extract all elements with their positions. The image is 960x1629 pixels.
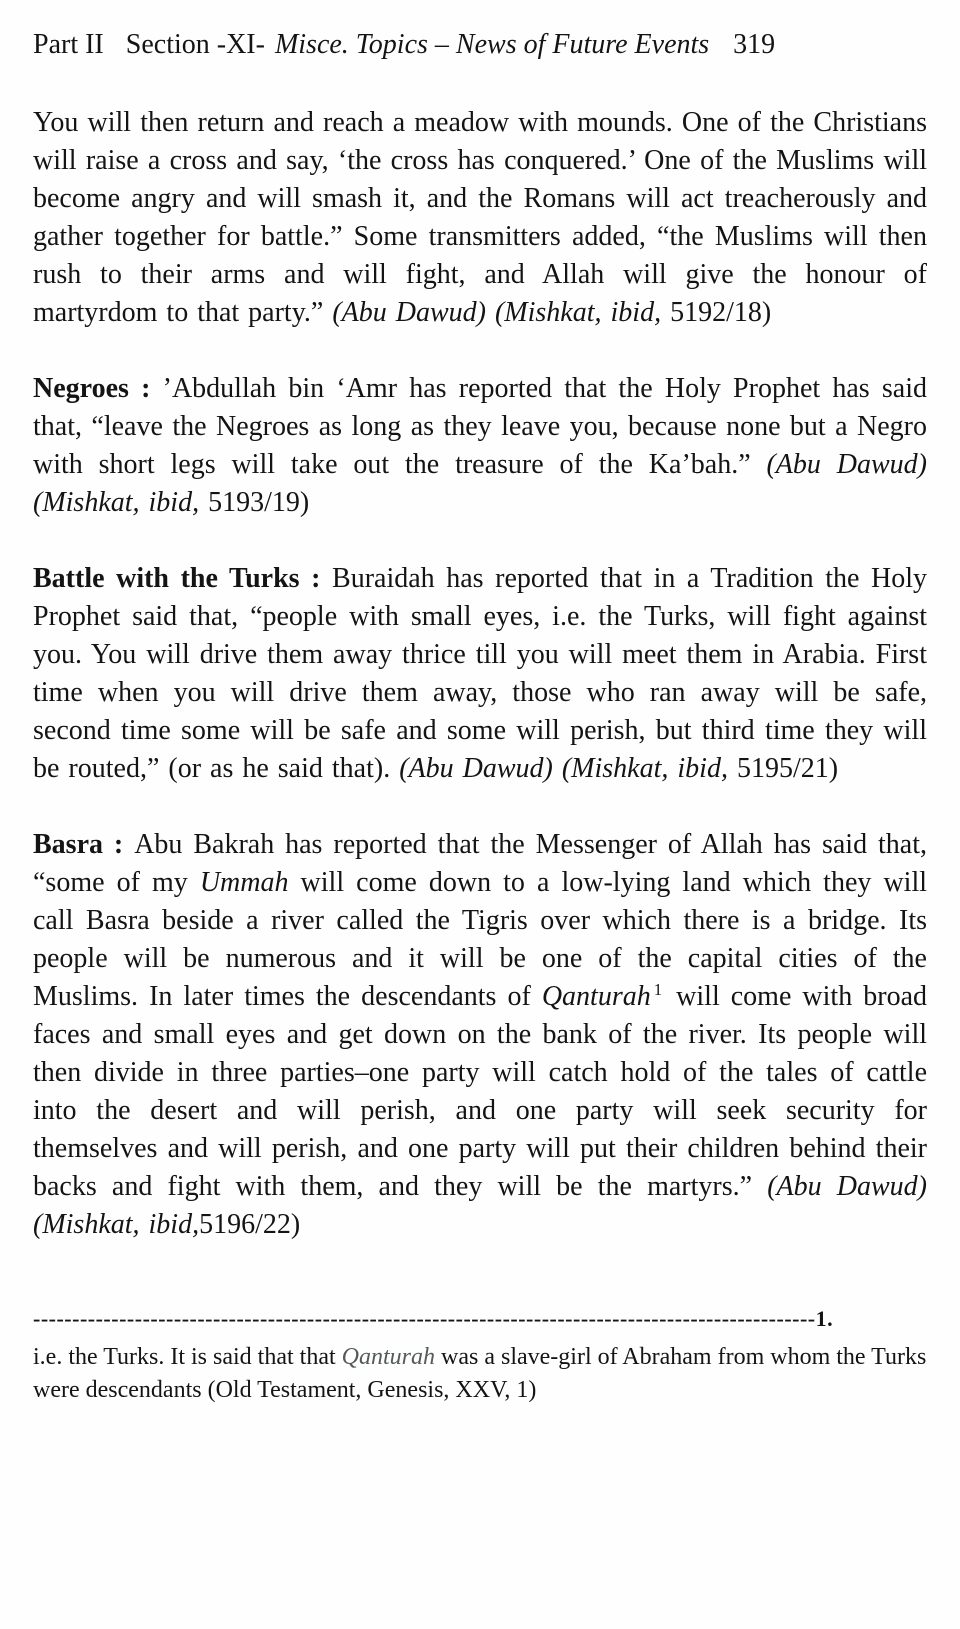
paragraph-battle-with-turks: Battle with the Turks : Buraidah has reported that in a Tradition the Holy Prophet said that, “people with small eyes, i.e. the Turks, will fight against you. You will drive them away thrice till you will meet them in Arabia. First time when you will drive them away, those who ran away will be safe, second time some will be safe and some will perish, but third time they will be routed,” (or as he said that). (Abu Dawud) (Mishkat, ibid, 5195/21) [33, 563, 927, 784]
paragraph-return-meadow: You will then return and reach a meadow with mounds. One of the Christians will raise a cross and say, ‘the cross has conquered.’ One of the Muslims will become angry and will smash it, and the Romans will act treacherously and gather together for battle.” Some transmitters added, “the Muslims will then rush to their arms and will fight, and Allah will give the honour of martyrdom to that party.” (Abu Dawud) (Mishkat, ibid, 5192/18) [33, 107, 927, 328]
header-section-label: Section -XI- [125, 29, 265, 60]
paragraph-negroes: Negroes : ’Abdullah bin ‘Amr has reported that the Holy Prophet has said that, “leave the Negroes as long as they leave you, because none but a Negro with short legs will take out the treasure of the Ka’bah.” (Abu Dawud) (Mishkat, ibid, 5193/19) [33, 373, 928, 518]
header-part-label: Part II [33, 29, 104, 60]
header-title-italic: Misce. Topics – News of Future Events [274, 29, 710, 60]
footnote-separator: ----------------------------------------------------------------------------------------------------1. [33, 1306, 834, 1331]
page-header [33, 26, 927, 64]
page-body [33, 104, 927, 1244]
footnote [33, 1302, 927, 1407]
footnote-text: i.e. the Turks. It is said that that Qanturah was a slave-girl of Abraham from whom the Turks were descendants (Old Testament, Genesis, XXV, 1) [33, 1344, 927, 1403]
header-page-number: 319 [733, 29, 776, 60]
paragraph-basra: Basra : Abu Bakrah has reported that the Messenger of Allah has said that, “some of my Ummah will come down to a low-lying land which they will call Basra beside a river called the Tigris over which there is a bridge. Its people will be numerous and it will be one of the capital cities of the Muslims. In later times the descendants of Qanturah $^1$ will come with broad faces and small eyes and get down on the bank of the river. Its people will then divide in three parties–one party will catch hold of the tales of cattle into the desert and will perish, and one party will seek security for themselves and will perish, and one party will put their children behind their backs and fight with them, and they will be the martyrs.” (Abu Dawud) (Mishkat, ibid,5196/22) [33, 829, 928, 1240]
